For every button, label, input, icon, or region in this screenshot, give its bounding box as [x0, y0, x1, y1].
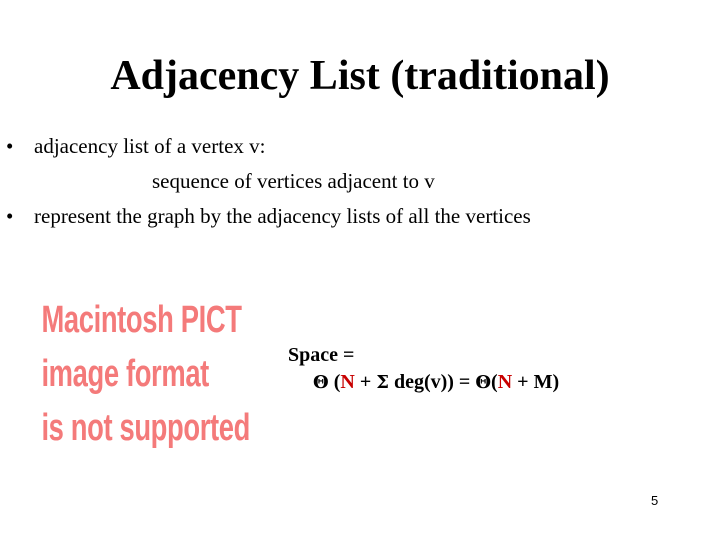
placeholder-line: image format [41, 353, 209, 395]
formula-n: N [340, 371, 355, 393]
formula-n: N [497, 371, 513, 393]
bullet-marker: • [6, 204, 14, 228]
theta-symbol: Θ [313, 372, 329, 393]
bullet-text: represent the graph by the adjacency lists of all the vertices [34, 204, 531, 228]
formula-text: deg(v)) = [388, 371, 476, 393]
page-number: 5 [651, 493, 659, 508]
formula-text: + [512, 371, 534, 393]
unsupported-image-placeholder [14, 294, 250, 458]
theta-symbol: Θ [475, 372, 492, 393]
formula-line-2 [288, 369, 559, 396]
slide-title: Adjacency List (traditional) [110, 53, 610, 99]
formula-text: ( [328, 371, 341, 393]
placeholder-line: Macintosh PICT [41, 299, 242, 341]
space-formula [288, 342, 559, 396]
formula-line-1: Space = [288, 344, 355, 366]
bullet-text: adjacency list of a vertex v: [34, 134, 266, 158]
formula-text: + [354, 371, 377, 393]
placeholder-line: is not supported [41, 407, 250, 449]
bullet-continuation: sequence of vertices adjacent to v [152, 169, 435, 193]
formula-text: ( [491, 371, 498, 393]
bullet-marker: • [6, 134, 14, 158]
sigma-symbol: Σ [376, 372, 389, 393]
formula-m: M) [533, 371, 560, 393]
